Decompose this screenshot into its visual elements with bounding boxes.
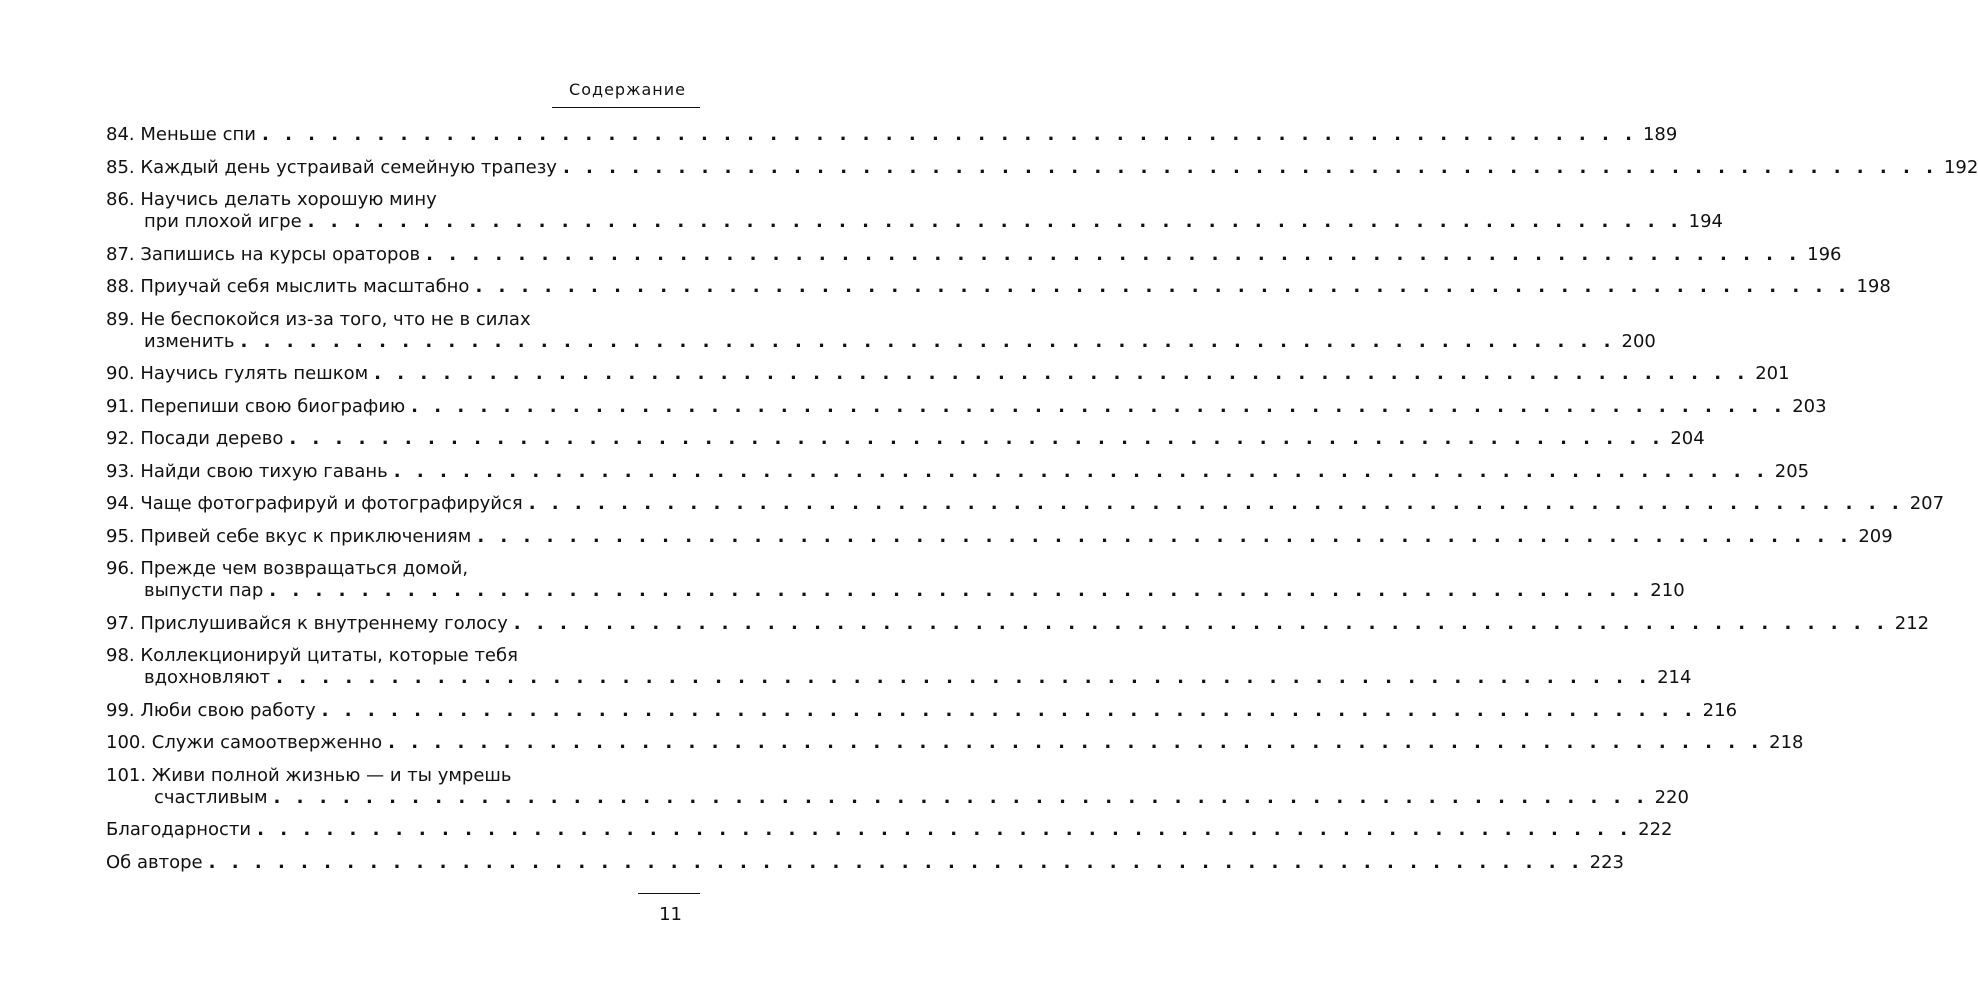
toc-entry-title: [106, 276, 1891, 298]
toc-entry-title: [106, 309, 670, 331]
toc-entry-title: [106, 156, 1978, 179]
toc-page-number: 205: [1774, 460, 1810, 482]
page-footer: [638, 893, 700, 925]
toc-entry-text: 97. Прислушивайся к внутреннему голосу: [106, 612, 508, 634]
toc-entry-title: [106, 732, 1804, 754]
toc-entry-text: вдохновляют: [144, 667, 271, 688]
toc-entry-title: [106, 243, 1842, 266]
toc-entry-title: [106, 851, 1625, 874]
toc-page-number: 220: [1654, 786, 1689, 808]
toc-entry-title: [106, 558, 670, 580]
dot-leader: . . . . . . . . . . . . . . . . . . . . . . . . . . . . . . . . . . . . . . . . . . . . . . . . . . . . . . . . . . . .: [307, 211, 1683, 232]
toc-entry: [106, 493, 1945, 515]
toc-entry-text: 96. Прежде чем возвращаться домой,: [106, 558, 469, 579]
toc-entry-text: 101. Живи полной жизнью — и ты умрешь: [106, 764, 512, 786]
toc-entry-title: [106, 189, 670, 211]
toc-entry: [106, 308, 1656, 353]
toc-page-number: 189: [1642, 124, 1678, 145]
toc-page-number: 223: [1589, 851, 1625, 873]
dot-leader: . . . . . . . . . . . . . . . . . . . . . . . . . . . . . . . . . . . . . . . . . . . . . . . . . . . . . . . . . . . .: [513, 612, 1889, 634]
toc-entry-title: [106, 699, 1738, 722]
toc-entry-text: 86. Научись делать хорошую мину: [106, 189, 437, 210]
toc-entry: [106, 124, 1678, 146]
dot-leader: . . . . . . . . . . . . . . . . . . . . . . . . . . . . . . . . . . . . . . . . . . . . . . . . . . . . . . . . . . . .: [528, 493, 1904, 514]
toc-entry-title: [106, 428, 1705, 450]
toc-entry-text: 93. Найди свою тихую гавань: [106, 460, 388, 482]
toc-entry: [106, 460, 1810, 483]
toc-entry-text: 87. Запишись на курсы ораторов: [106, 243, 421, 265]
dot-leader: . . . . . . . . . . . . . . . . . . . . . . . . . . . . . . . . . . . . . . . . . . . . . . . . . . . . . . . . . . . .: [475, 276, 1851, 297]
toc-entry-text: 94. Чаще фотографируй и фотографируйся: [106, 493, 523, 514]
toc-entry-title-continued: [106, 580, 1685, 602]
dot-leader: . . . . . . . . . . . . . . . . . . . . . . . . . . . . . . . . . . . . . . . . . . . . . . . . . . . . . . . . . . . .: [477, 525, 1853, 547]
toc-entry-title: [106, 363, 1790, 385]
toc-page-number: 207: [1909, 493, 1945, 514]
dot-leader: . . . . . . . . . . . . . . . . . . . . . . . . . . . . . . . . . . . . . . . . . . . . . . . . . . . . . . . . . . . .: [208, 851, 1584, 873]
dot-leader: . . . . . . . . . . . . . . . . . . . . . . . . . . . . . . . . . . . . . . . . . . . . . . . . . . . . . . . . . . . .: [411, 395, 1787, 417]
toc-entry: [106, 243, 1842, 266]
dot-leader: . . . . . . . . . . . . . . . . . . . . . . . . . . . . . . . . . . . . . . . . . . . . . . . . . . . . . . . . . . . .: [393, 460, 1769, 482]
dot-leader: . . . . . . . . . . . . . . . . . . . . . . . . . . . . . . . . . . . . . . . . . . . . . . . . . . . . . . . . . . . .: [562, 156, 1938, 178]
toc-entry: [106, 395, 1827, 418]
toc-entry-text: 100. Служи самоотверженно: [106, 732, 383, 753]
toc-page-number: 192: [1943, 156, 1978, 178]
dot-leader: . . . . . . . . . . . . . . . . . . . . . . . . . . . . . . . . . . . . . . . . . . . . . . . . . . . . . . . . . . . .: [289, 428, 1665, 449]
toc-entry-title: [106, 460, 1810, 483]
toc-entry-title: [106, 395, 1827, 418]
dot-leader: . . . . . . . . . . . . . . . . . . . . . . . . . . . . . . . . . . . . . . . . . . . . . . . . . . . . . . . . . . . .: [426, 243, 1802, 265]
toc-page-number: 222: [1638, 819, 1673, 840]
toc-entry: [106, 189, 1724, 233]
toc-entry-title: [106, 525, 1893, 548]
toc-entry-text: 98. Коллекционируй цитаты, которые тебя: [106, 645, 518, 666]
dot-leader: . . . . . . . . . . . . . . . . . . . . . . . . . . . . . . . . . . . . . . . . . . . . . . . . . . . . . . . . . . . .: [261, 124, 1637, 145]
toc-page-number: 210: [1650, 580, 1685, 601]
footer-rule: [638, 893, 700, 894]
toc-entry-text: счастливым: [154, 786, 268, 808]
toc-entry-text: 91. Перепиши свою биографию: [106, 395, 406, 417]
toc-entry-title: [106, 612, 1930, 635]
toc-entry: [106, 819, 1673, 841]
toc-page-number: 198: [1856, 276, 1891, 297]
toc-entry-text: Об авторе: [106, 851, 203, 873]
toc-entry: [106, 558, 1685, 602]
toc-entry: [106, 428, 1705, 450]
toc-entry: [106, 645, 1692, 689]
dot-leader: . . . . . . . . . . . . . . . . . . . . . . . . . . . . . . . . . . . . . . . . . . . . . . . . . . . . . . . . . . . .: [273, 786, 1649, 808]
toc-page-number: 204: [1670, 428, 1705, 449]
toc-page-number: 194: [1688, 211, 1724, 232]
toc-entry-text: 95. Привей себе вкус к приключениям: [106, 525, 472, 547]
dot-leader: . . . . . . . . . . . . . . . . . . . . . . . . . . . . . . . . . . . . . . . . . . . . . . . . . . . . . . . . . . . .: [388, 732, 1764, 753]
toc-page-number: 201: [1755, 363, 1790, 384]
toc-entry-text: 99. Люби свою работу: [106, 699, 316, 721]
toc-entry-title: [106, 124, 1678, 146]
toc-entry: [106, 764, 1689, 809]
toc-page-number: 218: [1769, 732, 1804, 753]
toc-entry-text: 90. Научись гулять пешком: [106, 363, 369, 384]
dot-leader: . . . . . . . . . . . . . . . . . . . . . . . . . . . . . . . . . . . . . . . . . . . . . . . . . . . . . . . . . . . .: [321, 699, 1697, 721]
toc-page-number: 200: [1621, 330, 1656, 352]
dot-leader: . . . . . . . . . . . . . . . . . . . . . . . . . . . . . . . . . . . . . . . . . . . . . . . . . . . . . . . . . . . .: [269, 580, 1645, 601]
toc-entry-title-continued: [106, 786, 1689, 809]
toc-entry-text: 84. Меньше спи: [106, 124, 256, 145]
toc-entry-text: Благодарности: [106, 819, 252, 840]
toc-page-number: 203: [1792, 395, 1827, 417]
toc-entry: [106, 525, 1893, 548]
toc-entry-text: при плохой игре: [144, 211, 302, 232]
toc-page-number: 212: [1894, 612, 1930, 634]
toc-entry-text: 88. Приучай себя мыслить масштабно: [106, 276, 470, 297]
header-rule: [552, 107, 700, 108]
toc-page-number: 196: [1807, 243, 1842, 265]
toc-entry-title-continued: [106, 330, 1656, 353]
toc-entry: [106, 612, 1930, 635]
toc-entry-title: [106, 819, 1673, 841]
toc-entry: [106, 732, 1804, 754]
toc-entry: [106, 156, 1978, 179]
toc-entry: [106, 276, 1891, 298]
toc-entry-text: 92. Посади дерево: [106, 428, 284, 449]
running-header: [552, 80, 700, 108]
dot-leader: . . . . . . . . . . . . . . . . . . . . . . . . . . . . . . . . . . . . . . . . . . . . . . . . . . . . . . . . . . . .: [257, 819, 1633, 840]
table-of-contents: [106, 124, 1978, 884]
toc-entry-title: [106, 645, 670, 667]
toc-entry-text: выпусти пар: [144, 580, 264, 601]
toc-entry: [106, 699, 1738, 722]
dot-leader: . . . . . . . . . . . . . . . . . . . . . . . . . . . . . . . . . . . . . . . . . . . . . . . . . . . . . . . . . . . .: [276, 667, 1652, 688]
running-header-title: Содержание: [569, 80, 686, 99]
toc-entry-text: 89. Не беспокойся из-за того, что не в силах: [106, 308, 531, 330]
toc-entry-title: [106, 493, 1945, 515]
toc-entry-title-continued: [106, 667, 1692, 689]
toc-entry: [106, 363, 1790, 385]
toc-page-number: 214: [1657, 667, 1692, 688]
toc-entry-text: изменить: [144, 330, 235, 352]
toc-entry: [106, 851, 1625, 874]
toc-entry-title: [106, 765, 670, 787]
dot-leader: . . . . . . . . . . . . . . . . . . . . . . . . . . . . . . . . . . . . . . . . . . . . . . . . . . . . . . . . . . . .: [240, 330, 1616, 352]
toc-entry-text: 85. Каждый день устраивай семейную трапезу: [106, 156, 557, 178]
toc-entry-title-continued: [106, 211, 1724, 233]
dot-leader: . . . . . . . . . . . . . . . . . . . . . . . . . . . . . . . . . . . . . . . . . . . . . . . . . . . . . . . . . . . .: [374, 363, 1750, 384]
toc-page-number: 209: [1858, 525, 1893, 547]
page-number: 11: [659, 904, 682, 925]
toc-page-number: 216: [1702, 699, 1738, 721]
